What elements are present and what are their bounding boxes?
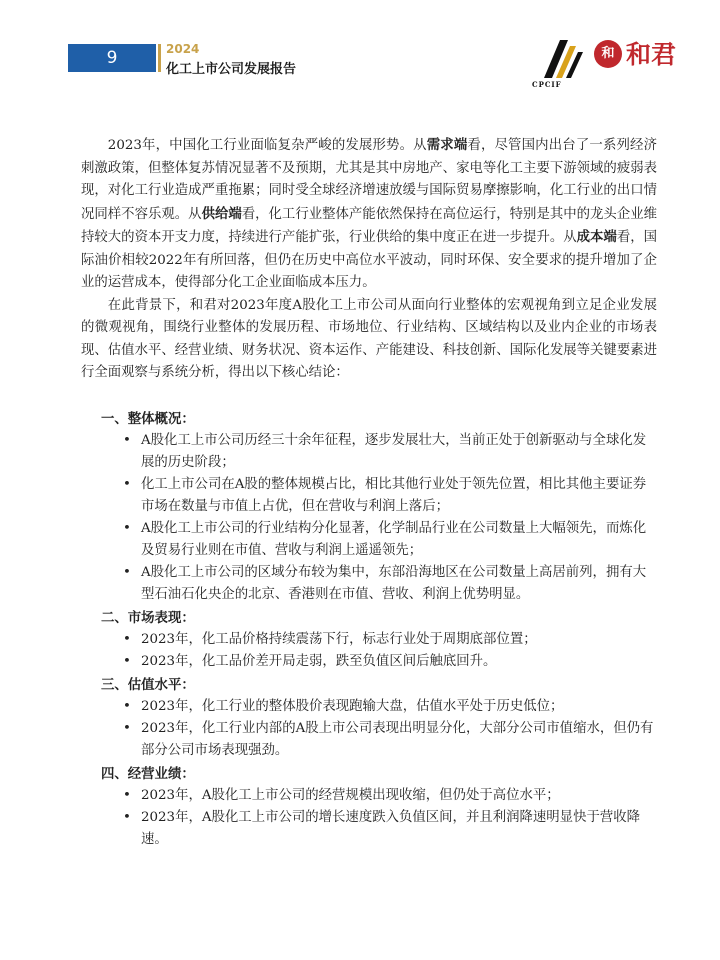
- list-item: • 化工上市公司在A股的整体规模占比，相比其他行业处于领先位置，相比其他主要证券市场在数量与市值上占优，但在营收与利润上落后；: [123, 474, 657, 518]
- section-title: 二、市场表现：: [101, 609, 195, 626]
- list-item: • 2023年，A股化工上市公司的经营规模出现收缩，但仍处于高位水平；: [123, 785, 657, 807]
- list-item: • 2023年，化工行业内部的A股上市公司表现出明显分化，大部分公司市值缩水，但仍有部分公司市场表现强劲。: [123, 718, 657, 762]
- keyword-demand: 需求端: [426, 137, 468, 153]
- bullet-list: [81, 629, 657, 673]
- section-title: 四、经营业绩：: [101, 765, 195, 782]
- hejun-logo-text: 和君: [626, 40, 677, 69]
- list-item: • 2023年，化工品价格持续震荡下行，标志行业处于周期底部位置；: [123, 629, 657, 651]
- section-performance: [81, 764, 657, 851]
- section-market: [81, 608, 657, 673]
- section-title: 三、估值水平：: [101, 676, 195, 693]
- hejun-seal-icon: 和: [594, 40, 622, 68]
- keyword-supply: 供给端: [201, 205, 242, 222]
- bullet-list: [81, 696, 657, 762]
- hejun-logo: [594, 38, 684, 72]
- section-valuation: [81, 675, 657, 762]
- page-number: 9: [68, 44, 156, 72]
- intro-text: 看，尽管国内出台了一系列经济刺激政策，但整体复苏情况显著不及预期，尤其是其中房地产、家电等化工主要下游领域的疲弱表现，对化工行业造成严重拖累；同时受全球经济增速放缓与国际贸易摩擦影响，化工行业的出口情况同样不容乐观。从: [81, 138, 658, 222]
- keyword-cost: 成本端: [576, 229, 617, 245]
- cpcif-logo-text: CPCIF: [532, 80, 562, 89]
- list-item: • 2023年，化工行业的整体股价表现跑输大盘，估值水平处于历史低位；: [123, 696, 657, 718]
- intro-text: 2023年，中国化工行业面临复杂严峻的发展形势。从: [107, 138, 427, 153]
- bullet-list: [81, 785, 657, 851]
- page-header: [0, 0, 720, 110]
- intro-paragraph-1: [81, 134, 657, 295]
- report-title: 化工上市公司发展报告: [166, 62, 297, 77]
- intro-paragraph-2: 在此背景下，和君对2023年度A股化工上市公司从面向行业整体的宏观视角到立足企业发展的微观视角，围绕行业整体的发展历程、市场地位、行业结构、区域结构以及业内企业的市场表现、估值水平、经营业绩、财务状况、资本运作、产能建设、科技创新、国际化发展等关键要素进行全面观察与系统分析，得出以下核心结论：: [81, 297, 657, 380]
- list-item: • A股化工上市公司历经三十余年征程，逐步发展壮大，当前正处于创新驱动与全球化发展的历史阶段；: [123, 430, 657, 474]
- intro-text: 看，化工行业整体产能依然保持在高位运行，特别是其中的龙头企业维持较大的资本开支力度，持续进行产能扩张，行业供给的集中度正在进一步提升。从: [81, 206, 658, 245]
- list-item: • 2023年，A股化工上市公司的增长速度跌入负值区间，并且利润降速明显快于营收降速。: [123, 807, 657, 851]
- list-item: • 2023年，化工品价差开局走弱，跌至负值区间后触底回升。: [123, 651, 657, 673]
- section-overview: [81, 409, 657, 606]
- main-content: [81, 134, 657, 851]
- report-year: 2024: [166, 42, 200, 56]
- list-item: • A股化工上市公司的区域分布较为集中，东部沿海地区在公司数量上高居前列，拥有大型石油石化央企的北京、香港则在市值、营收、利润上优势明显。: [123, 562, 657, 606]
- intro-text: 看，国际油价相较2022年有所回落，但仍在历史中高位水平波动，同时环保、安全要求的提升增加了企业的运营成本，使得部分化工企业面临成本压力。: [81, 230, 658, 290]
- section-title: 一、整体概况：: [101, 410, 195, 427]
- bullet-list: [81, 430, 657, 606]
- header-accent-bar: [158, 44, 161, 72]
- list-item: • A股化工上市公司的行业结构分化显著，化学制品行业在公司数量上大幅领先，而炼化及贸易行业则在市值、营收与利润上遥遥领先；: [123, 518, 657, 562]
